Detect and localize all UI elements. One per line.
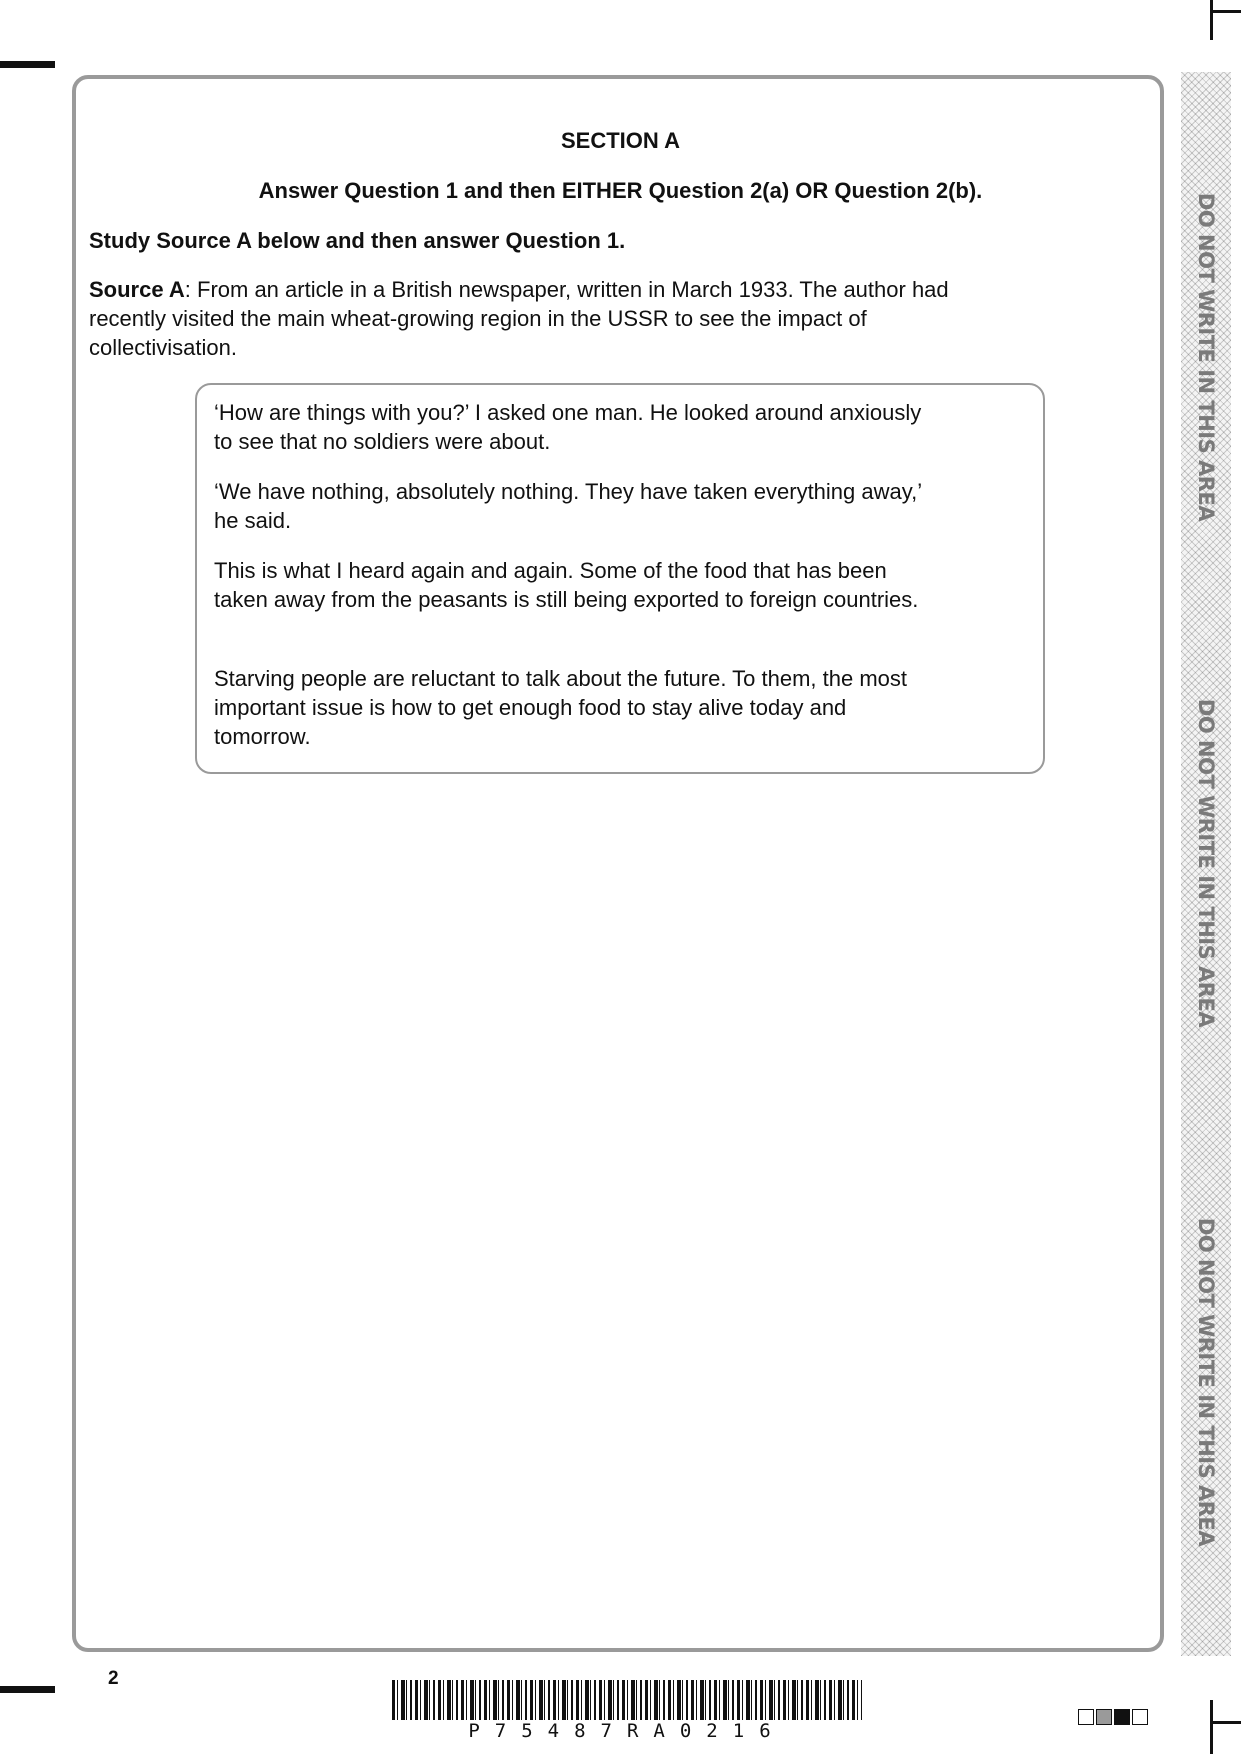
barcode-text: P75487RA0216	[468, 1720, 786, 1742]
registration-squares	[1078, 1709, 1148, 1725]
section-title: SECTION A	[561, 128, 680, 153]
margin-warning-text: DO NOT WRITE IN THIS AREA	[1194, 1217, 1218, 1547]
crop-mark	[1210, 0, 1213, 40]
crop-mark	[1210, 1721, 1241, 1724]
square-grey	[1096, 1709, 1112, 1725]
source-paragraph: ‘How are things with you?’ I asked one man. He looked around anxiously to see that no soldiers were about.	[214, 400, 922, 454]
source-label: Source A	[89, 277, 185, 302]
section-instruction: Answer Question 1 and then EITHER Question 2(a) OR Question 2(b).	[258, 178, 983, 203]
source-paragraph: Starving people are reluctant to talk about the future. To them, the most important issue is how to get enough food to stay alive today and tomorrow.	[214, 666, 907, 749]
crop-mark	[0, 1686, 55, 1693]
crop-mark	[1210, 1700, 1213, 1754]
margin-warning-text: DO NOT WRITE IN THIS AREA	[1194, 698, 1218, 1028]
square-white	[1132, 1709, 1148, 1725]
source-introduction	[89, 275, 1009, 362]
square-black	[1114, 1709, 1130, 1725]
study-instruction: Study Source A below and then answer Question 1.	[89, 228, 626, 253]
source-paragraph: ‘We have nothing, absolutely nothing. They have taken everything away,’ he said.	[214, 479, 922, 533]
source-paragraph: This is what I heard again and again. Some of the food that has been taken away from the peasants is still being exported to foreign countries.	[214, 558, 919, 612]
margin-warning-text: DO NOT WRITE IN THIS AREA	[1194, 192, 1218, 522]
barcode	[392, 1680, 862, 1720]
crop-mark	[1210, 10, 1241, 13]
page-number: 2	[108, 1668, 119, 1689]
crop-mark	[0, 61, 55, 68]
source-description: : From an article in a British newspaper, written in March 1933. The author had recently visited the main wheat-growing region in the USSR to see the impact of collectivisation.	[89, 277, 949, 360]
square-white	[1078, 1709, 1094, 1725]
